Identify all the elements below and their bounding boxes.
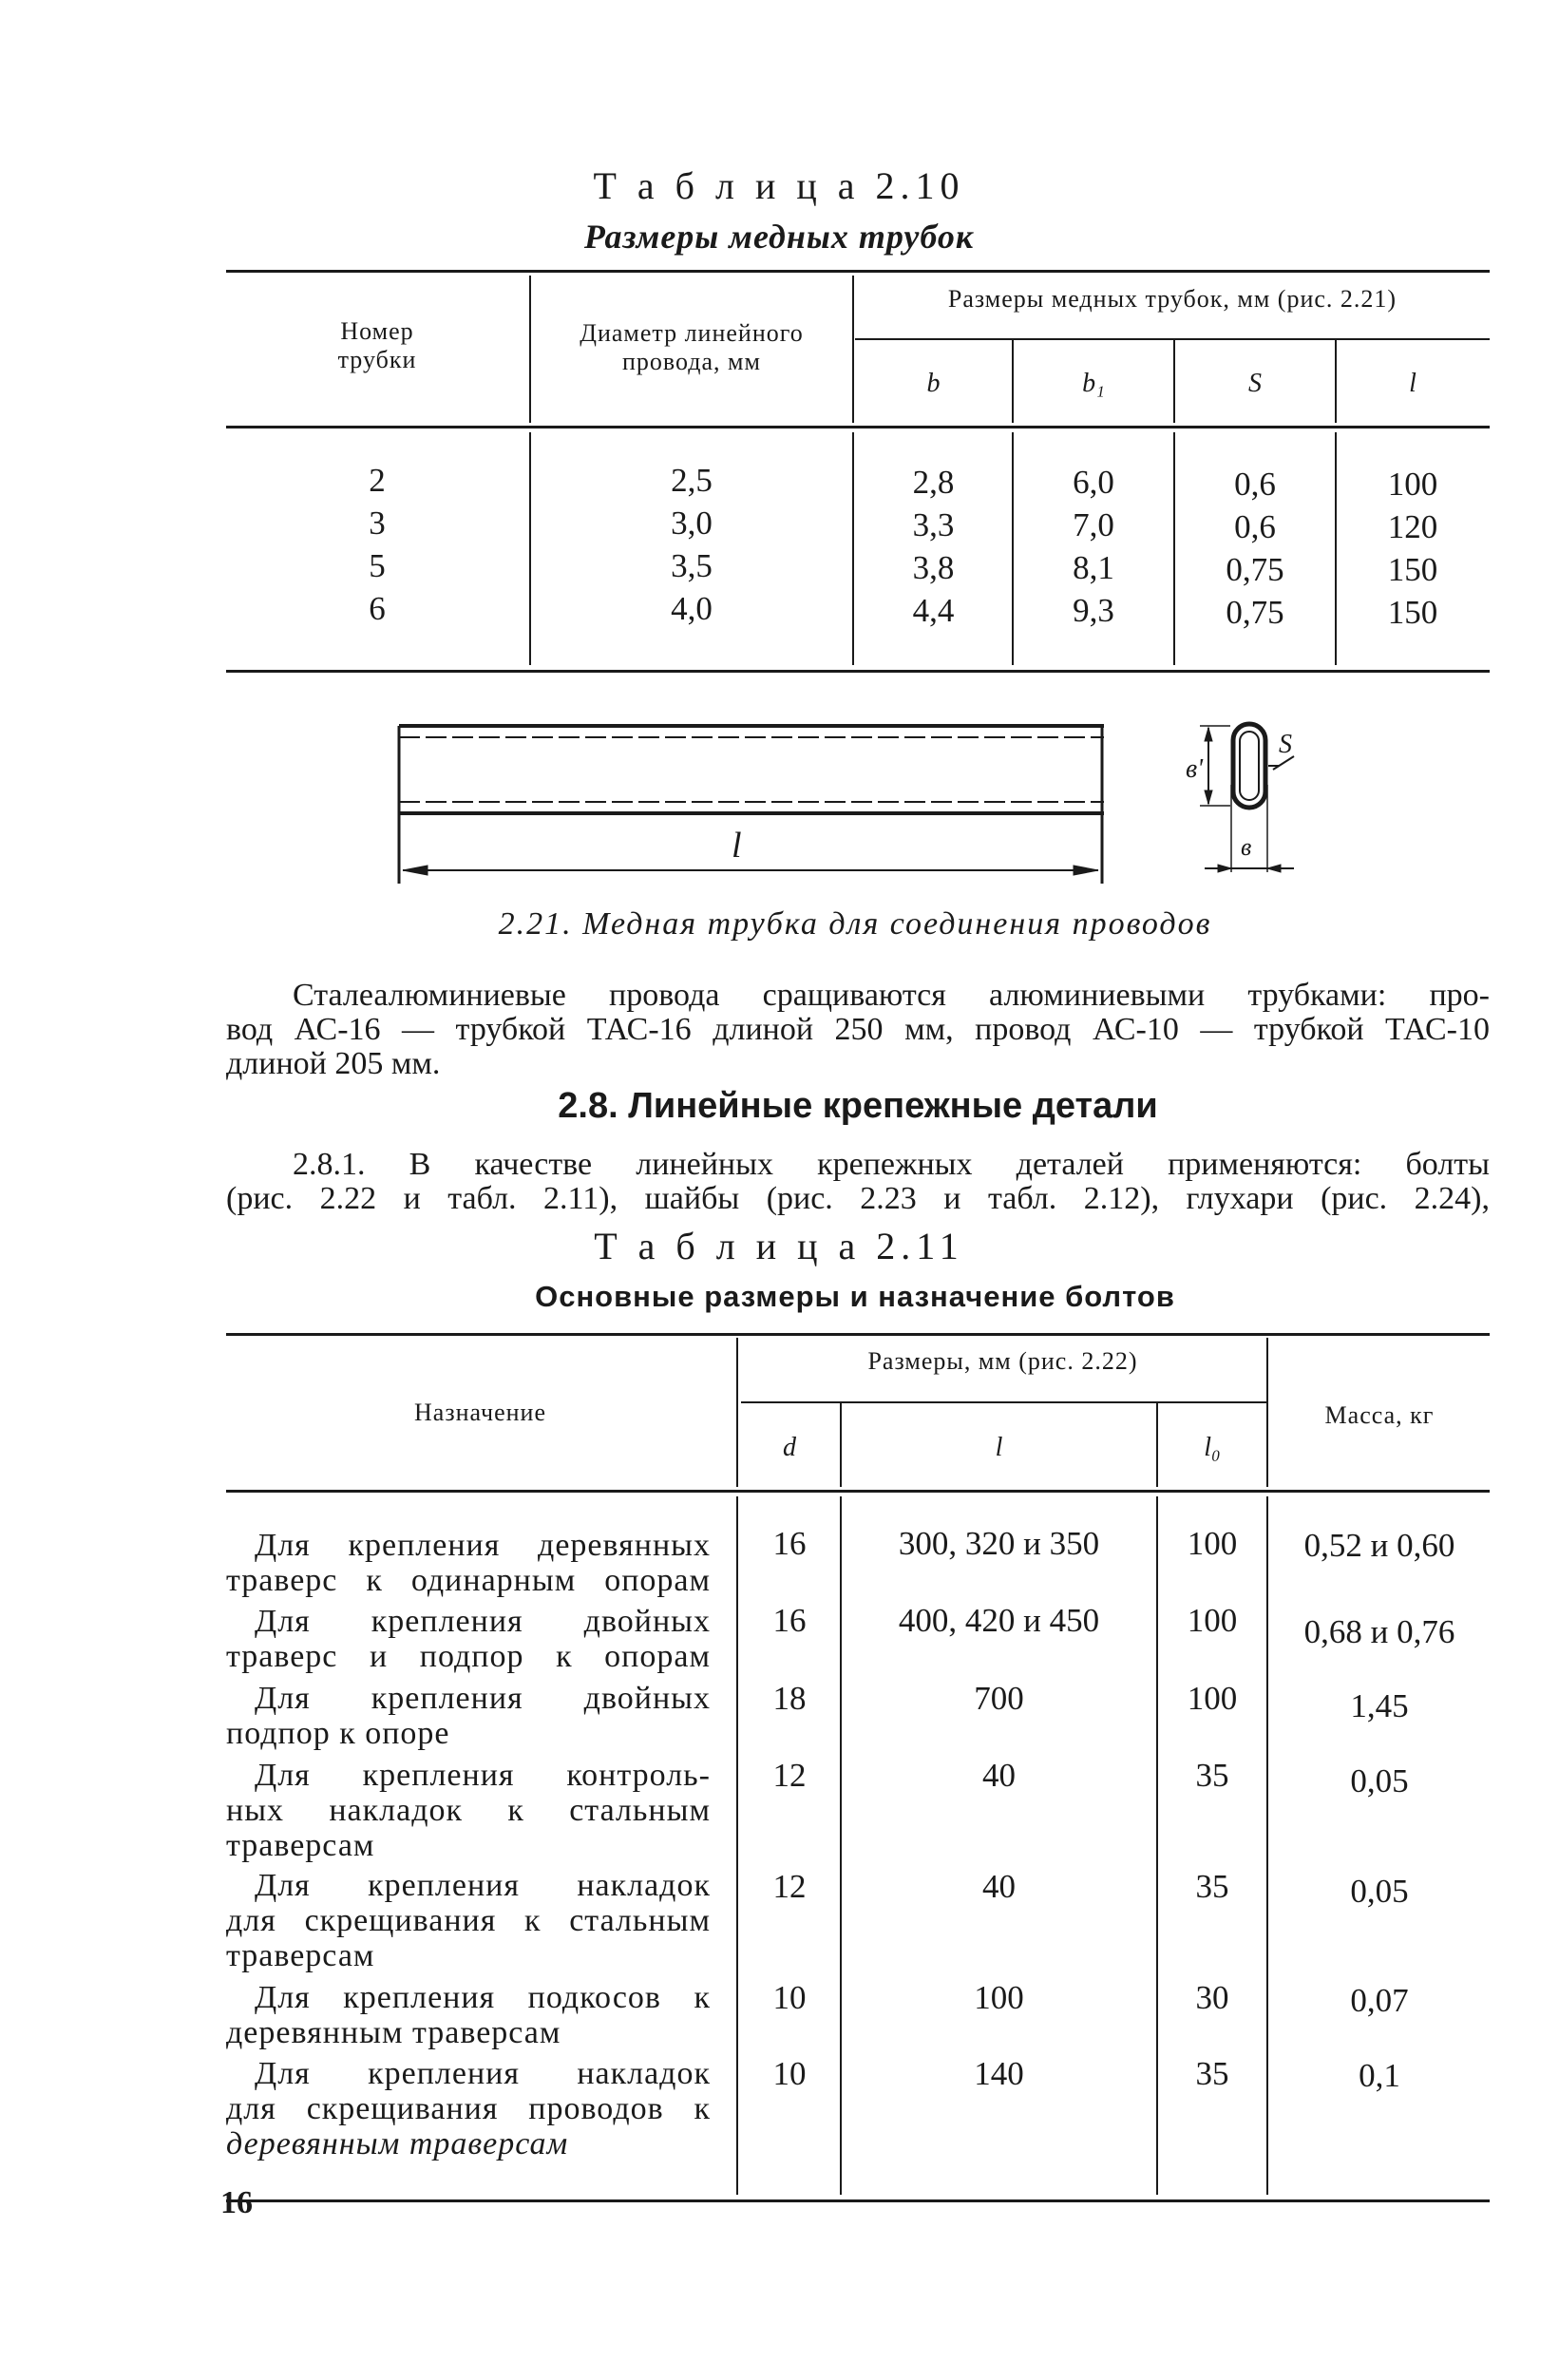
table-cell: 18 (772, 1680, 807, 1717)
column-s (1175, 463, 1335, 634)
table-title: Основные размеры и назначение болтов (535, 1280, 1175, 1313)
header-number: Номер трубки (337, 317, 417, 373)
table-cell: 30 (1195, 1979, 1229, 2016)
table-cell: 150 (1387, 594, 1438, 631)
purpose-cell: Для крепления контроль- ных накладок к стальным траверсам (226, 1758, 711, 1863)
b-label: в (1241, 833, 1252, 861)
figure-caption: 2.21. Медная трубка для соединения проводов (498, 906, 1212, 942)
table-cell: 2,8 (912, 464, 955, 501)
table-cell: 9,3 (1073, 592, 1114, 629)
purpose-cell: Для крепления подкосов к деревянным траверсам (226, 1980, 711, 2050)
table-cell: 700 (974, 1680, 1024, 1717)
column-diameter (532, 459, 851, 630)
table-cell: 7,0 (1073, 506, 1114, 543)
table-cell: 3,5 (671, 547, 713, 584)
table-cell: 16 (772, 1525, 807, 1562)
table-cell: 3,0 (671, 505, 713, 542)
table-cell: 140 (974, 2055, 1024, 2092)
table-cell: 16 (772, 1602, 807, 1639)
table-title: Размеры медных трубок (583, 218, 975, 256)
table-cell: 6,0 (1073, 464, 1114, 501)
table-cell: 100 (974, 1979, 1024, 2016)
purpose-cell: Для крепления деревянных траверс к одинарным опорам (226, 1528, 711, 1598)
table-cell: 0,1 (1359, 2057, 1400, 2094)
table-cell: 100 (1387, 466, 1438, 503)
table-cell: 35 (1195, 2055, 1229, 2092)
purpose-cell: Для крепления накладок для скрещивания проводов к деревянным траверсам (226, 2056, 711, 2161)
table-cell: 6 (369, 590, 386, 627)
column-l (1337, 463, 1489, 634)
table-cell: 0,6 (1234, 508, 1276, 545)
tube-side-view (399, 726, 1104, 884)
table-cell: 150 (1387, 551, 1438, 588)
column-b (855, 461, 1012, 632)
table-cell: 0,07 (1350, 1982, 1409, 2019)
table-cell: 100 (1187, 1525, 1238, 1562)
table-cell: 4,0 (671, 590, 713, 627)
table-cell: 0,68 и 0,76 (1303, 1613, 1455, 1650)
table-cell: 3 (369, 505, 386, 542)
table-cell: 2 (369, 462, 386, 499)
header-purpose: Назначение (414, 1399, 546, 1426)
column-number (226, 459, 528, 630)
table-cell: 2,5 (671, 462, 713, 499)
section-heading: 2.8. Линейные крепежные детали (558, 1086, 1158, 1126)
table-cell: 1,45 (1350, 1687, 1409, 1724)
table-cell: 120 (1387, 508, 1438, 545)
table-cell: 40 (982, 1757, 1016, 1794)
table-cell: 35 (1195, 1868, 1229, 1905)
table-cell: 0,05 (1350, 1873, 1409, 1910)
table-cell: 0,05 (1350, 1762, 1409, 1799)
copper-tube-figure (380, 703, 1330, 893)
header-diameter: Диаметр линейного провода, мм (580, 319, 804, 375)
header-mass: Масса, кг (1324, 1401, 1435, 1429)
table-cell: 10 (772, 1979, 807, 2016)
b1-label: в' (1186, 754, 1204, 784)
table-label: Т а б л и ц а 2.10 (593, 164, 965, 207)
table-cell: 0,75 (1226, 551, 1284, 588)
table-cell: 5 (369, 547, 386, 584)
paragraph-tubes: Сталеалюминиевые провода сращиваются алюминиевыми трубками: про- вод АС-16 — трубкой ТАС-16 длиной 250 мм, провод АС-10 — трубкой ТАС-10 длиной 205 мм. (226, 978, 1490, 1081)
table-cell: 12 (772, 1757, 807, 1794)
header-d: d (783, 1433, 796, 1462)
table-label: Т а б л и ц а 2.11 (594, 1225, 964, 1267)
table-cell: 40 (982, 1868, 1016, 1905)
header-dims-group: Размеры медных трубок, мм (рис. 2.21) (947, 285, 1397, 313)
table-cell: 3,8 (912, 549, 955, 586)
table-cell: 0,52 и 0,60 (1303, 1527, 1455, 1564)
header-b1: b₁ (1082, 369, 1105, 398)
table-cell: 35 (1195, 1757, 1229, 1794)
s-label: S (1279, 730, 1292, 759)
table-cell: 0,75 (1226, 594, 1284, 631)
length-label: l (732, 826, 742, 866)
purpose-cell: Для крепления двойных траверс и подпор к опорам (226, 1604, 711, 1674)
purpose-cell: Для крепления двойных подпор к опоре (226, 1681, 711, 1751)
column-b1 (1014, 461, 1173, 632)
table-cell: 8,1 (1073, 549, 1114, 586)
header-l0: l₀ (1204, 1433, 1221, 1462)
table-cell: 100 (1187, 1680, 1238, 1717)
table-cell: 300, 320 и 350 (898, 1525, 1100, 1562)
table-cell: 3,3 (912, 506, 955, 543)
header-l: l (995, 1433, 1003, 1462)
table-cell: 400, 420 и 450 (898, 1602, 1100, 1639)
table-cell: 10 (772, 2055, 807, 2092)
header-l: l (1409, 369, 1416, 398)
purpose-cell: Для крепления накладок для скрещивания к стальным траверсам (226, 1868, 711, 1973)
table-cell: 0,6 (1234, 466, 1276, 503)
paragraph-fasteners: 2.8.1. В качестве линейных крепежных деталей применяются: болты (рис. 2.22 и табл. 2.11), шайбы (рис. 2.23 и табл. 2.12), глухари (рис. 2.24), (226, 1147, 1490, 1216)
table-cell: 12 (772, 1868, 807, 1905)
header-b: b (926, 369, 941, 398)
header-s: S (1248, 369, 1262, 398)
table-cell: 100 (1187, 1602, 1238, 1639)
page-number: 16 (220, 2185, 253, 2220)
table-cell: 4,4 (912, 592, 955, 629)
header-dims-group: Размеры, мм (рис. 2.22) (867, 1347, 1138, 1375)
